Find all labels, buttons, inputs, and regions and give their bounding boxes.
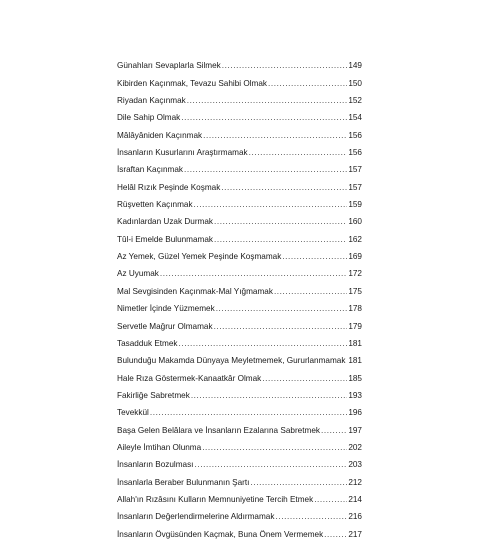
toc-entry-page-number: 214 — [348, 494, 362, 504]
toc-entry-page-number: 150 — [348, 78, 362, 88]
toc-entry-title: Hale Rıza Göstermek-Kanaatkâr Olmak — [117, 373, 262, 383]
toc-entry-title: Dile Sahip Olmak — [117, 113, 181, 123]
toc-entry — [117, 349, 362, 366]
toc-entry — [117, 436, 362, 453]
toc-entry-title: İnsanlarla Beraber Bulunmanın Şartı — [117, 477, 250, 487]
toc-leader-dots — [181, 113, 347, 123]
toc-entry — [117, 227, 362, 244]
toc-entry-page-number: 157 — [348, 165, 362, 175]
toc-leader-dots — [275, 512, 347, 522]
toc-entry-page-number: 160 — [348, 217, 362, 227]
toc-entry-title: Tasadduk Etmek — [117, 338, 178, 348]
toc-leader-dots — [202, 443, 347, 453]
toc-leader-dots — [150, 408, 347, 418]
toc-entry — [117, 332, 362, 349]
toc-entry-page-number: 217 — [348, 529, 362, 539]
toc-entry-page-number: 169 — [348, 252, 362, 262]
toc-entry — [117, 158, 362, 175]
toc-entry-title: Az Yemek, Güzel Yemek Peşinde Koşmamak — [117, 252, 282, 262]
toc-entry — [117, 314, 362, 331]
toc-entry-page-number: 216 — [348, 512, 362, 522]
toc-leader-dots — [268, 79, 347, 89]
toc-entry — [117, 384, 362, 401]
toc-leader-dots — [262, 374, 347, 384]
toc-leader-dots — [214, 235, 347, 245]
toc-entry-title: Mal Sevgisinden Kaçınmak-Mal Yığmamak — [117, 286, 273, 296]
toc-entry-page-number: 179 — [348, 321, 362, 331]
toc-entry — [117, 123, 362, 140]
toc-entry-page-number: 181 — [348, 338, 362, 348]
toc-leader-dots — [249, 148, 348, 158]
toc-entry-page-number: 181 — [348, 356, 362, 366]
toc-entry — [117, 245, 362, 262]
toc-entry — [117, 522, 362, 539]
toc-leader-dots — [216, 304, 348, 314]
toc-leader-dots — [221, 183, 347, 193]
toc-entry-title: Fakirliğe Sabretmek — [117, 390, 190, 400]
toc-entry — [117, 453, 362, 470]
toc-entry-page-number: 157 — [348, 182, 362, 192]
toc-leader-dots — [160, 269, 347, 279]
toc-leader-dots — [184, 165, 347, 175]
toc-entry — [117, 262, 362, 279]
toc-leader-dots — [214, 322, 348, 332]
toc-leader-dots — [191, 391, 348, 401]
toc-entry — [117, 54, 362, 71]
table-of-contents — [117, 54, 362, 540]
toc-leader-dots — [250, 478, 347, 488]
toc-entry-title: Servetle Mağrur Olmamak — [117, 321, 213, 331]
toc-entry-title: Riyadan Kaçınmak — [117, 96, 186, 106]
toc-entry-title: Mâlâyâniden Kaçınmak — [117, 130, 203, 140]
toc-entry-title: Az Uyumak — [117, 269, 159, 279]
toc-entry-page-number: 193 — [348, 390, 362, 400]
toc-entry — [117, 401, 362, 418]
toc-entry-title: Aileyle İmtihan Olunma — [117, 442, 202, 452]
toc-leader-dots — [324, 530, 347, 540]
toc-leader-dots — [346, 356, 347, 366]
toc-entry — [117, 297, 362, 314]
toc-entry — [117, 71, 362, 88]
toc-leader-dots — [222, 61, 348, 71]
toc-entry-title: Helâl Rızık Peşinde Koşmak — [117, 182, 221, 192]
toc-entry — [117, 175, 362, 192]
toc-entry-page-number: 159 — [348, 200, 362, 210]
toc-entry-page-number: 152 — [348, 96, 362, 106]
toc-leader-dots — [203, 131, 347, 141]
toc-entry — [117, 89, 362, 106]
toc-entry — [117, 141, 362, 158]
toc-entry-title: İnsanların Değerlendirmelerine Aldırmamak — [117, 512, 275, 522]
toc-entry-title: İnsanların Övgüsünden Kaçmak, Buna Önem Vermemek — [117, 529, 324, 539]
toc-entry-page-number: 175 — [348, 286, 362, 296]
toc-leader-dots — [274, 287, 347, 297]
toc-entry-title: Tûl-i Emelde Bulunmamak — [117, 234, 214, 244]
toc-entry — [117, 106, 362, 123]
toc-leader-dots — [214, 217, 347, 227]
toc-entry-title: İsraftan Kaçınmak — [117, 165, 183, 175]
toc-leader-dots — [179, 339, 348, 349]
toc-entry — [117, 418, 362, 435]
toc-entry-page-number: 178 — [348, 304, 362, 314]
toc-entry-page-number: 197 — [348, 425, 362, 435]
toc-entry-page-number: 149 — [348, 61, 362, 71]
toc-entry-title: Bulunduğu Makamda Dünyaya Meyletmemek, Gururlanmamak — [117, 356, 346, 366]
toc-entry-page-number: 156 — [348, 130, 362, 140]
toc-entry-page-number: 162 — [348, 234, 362, 244]
toc-entry-title: Günahları Sevaplarla Silmek — [117, 61, 221, 71]
toc-entry-page-number: 203 — [348, 460, 362, 470]
toc-leader-dots — [321, 426, 347, 436]
toc-leader-dots — [194, 200, 348, 210]
toc-entry-title: İnsanların Kusurlarını Araştırmamak — [117, 148, 248, 158]
toc-entry-title: Kibirden Kaçınmak, Tevazu Sahibi Olmak — [117, 78, 268, 88]
toc-entry-page-number: 154 — [348, 113, 362, 123]
toc-entry-title: Tevekkül — [117, 408, 149, 418]
toc-leader-dots — [314, 495, 347, 505]
toc-entry — [117, 488, 362, 505]
toc-entry-title: Başa Gelen Belâlara ve İnsanların Ezalarına Sabretmek — [117, 425, 320, 435]
toc-entry-page-number: 212 — [348, 477, 362, 487]
toc-entry — [117, 193, 362, 210]
toc-entry — [117, 470, 362, 487]
toc-entry — [117, 210, 362, 227]
toc-entry — [117, 505, 362, 522]
toc-entry-title: Nimetler İçinde Yüzmemek — [117, 304, 215, 314]
toc-entry-title: İnsanların Bozulması — [117, 460, 194, 470]
toc-entry — [117, 279, 362, 296]
toc-leader-dots — [194, 460, 347, 470]
toc-entry-page-number: 202 — [348, 442, 362, 452]
toc-leader-dots — [282, 252, 347, 262]
toc-entry-title: Rüşvetten Kaçınmak — [117, 200, 193, 210]
toc-entry-page-number: 172 — [348, 269, 362, 279]
toc-entry-title: Allah'ın Rızâsını Kulların Memnuniyetine Tercih Etmek — [117, 494, 314, 504]
toc-entry-page-number: 185 — [348, 373, 362, 383]
toc-entry-page-number: 156 — [348, 148, 362, 158]
toc-entry-page-number: 196 — [348, 408, 362, 418]
toc-entry — [117, 366, 362, 383]
toc-leader-dots — [187, 96, 348, 106]
toc-entry-title: Kadınlardan Uzak Durmak — [117, 217, 214, 227]
